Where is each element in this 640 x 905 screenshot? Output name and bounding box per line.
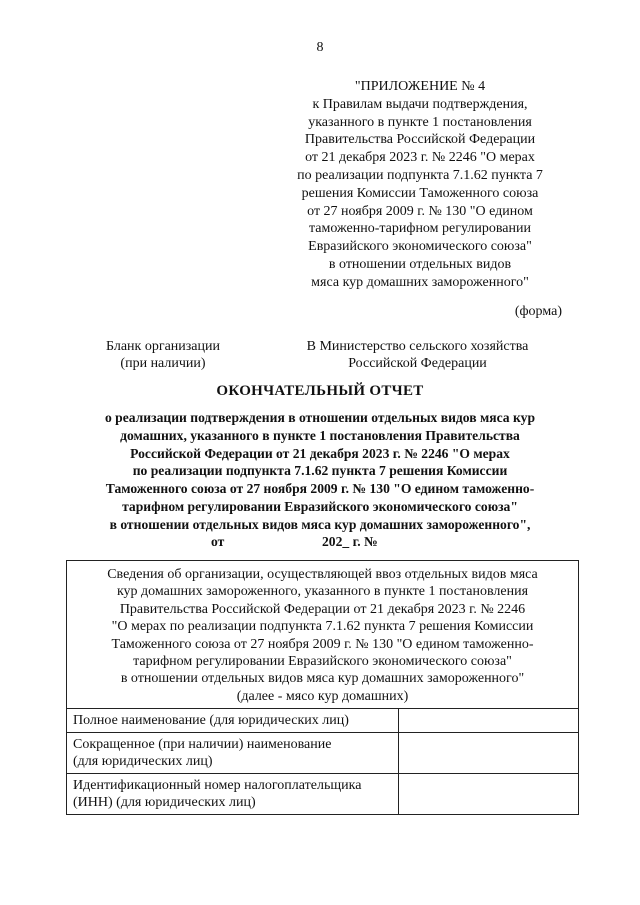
full-name-label: Полное наименование (для юридических лиц)	[67, 709, 399, 733]
appendix-line: от 27 ноября 2009 г. № 130 "О едином	[307, 203, 533, 219]
subtitle-line: по реализации подпункта 7.1.62 пункта 7 решения Комиссии	[132, 463, 508, 479]
header-line: Таможенного союза от 27 ноября 2009 г. № 130 "О едином таможенно-	[111, 636, 534, 652]
page-number: 8	[316, 40, 324, 55]
table-row	[67, 733, 579, 774]
date-from-label: от	[211, 534, 225, 549]
subtitle-line: домашних, указанного в пункте 1 постановления Правительства	[120, 427, 520, 443]
inn-label: Идентификационный номер налогоплательщика (ИНН) (для юридических лиц)	[67, 774, 399, 815]
letterhead-line: Бланк организации	[105, 339, 220, 354]
inn-value-cell[interactable]	[398, 774, 578, 815]
addressee-line: В Министерство сельского хозяйства	[306, 339, 529, 354]
appendix-line: таможенно-тарифном регулировании	[309, 221, 531, 237]
short-name-value-cell[interactable]	[398, 733, 578, 774]
appendix-line: Евразийского экономического союза"	[308, 239, 532, 255]
appendix-line: указанного в пункте 1 постановления	[308, 114, 532, 130]
header-line: в отношении отдельных видов мяса кур домашних замороженного"	[120, 671, 525, 687]
addressee-line: Российской Федерации	[348, 356, 487, 371]
table-row	[67, 774, 579, 815]
full-name-value-cell[interactable]	[398, 709, 578, 733]
header-line: Правительства Российской Федерации от 21 декабря 2023 г. № 2246	[119, 601, 526, 617]
appendix-line: по реализации подпункта 7.1.62 пункта 7	[297, 167, 543, 183]
date-year-number: 202_ г. №	[322, 534, 378, 549]
subtitle-line: Таможенного союза от 27 ноября 2009 г. № 130 "О едином таможенно-	[105, 481, 535, 497]
appendix-line: от 21 декабря 2023 г. № 2246 "О мерах	[305, 150, 535, 166]
letterhead-line: (при наличии)	[120, 356, 206, 371]
appendix-line: Правительства Российской Федерации	[304, 132, 536, 148]
addressee	[285, 338, 550, 372]
form-label: (форма)	[514, 304, 562, 319]
header-line: Сведения об организации, осуществляющей ввоз отдельных видов мяса	[107, 567, 538, 582]
organization-letterhead	[78, 338, 248, 372]
organization-info-table	[66, 560, 579, 815]
header-line: (далее - мясо кур домашних)	[236, 688, 409, 704]
appendix-line: "ПРИЛОЖЕНИЕ № 4	[354, 79, 486, 94]
header-line: "О мерах по реализации подпункта 7.1.62 пункта 7 решения Комиссии	[111, 619, 534, 635]
header-line: тарифном регулировании Евразийского экономического союза"	[133, 654, 512, 670]
subtitle-line: в отношении отдельных видов мяса кур домашних замороженного",	[109, 516, 531, 532]
appendix-line: в отношении отдельных видов	[328, 256, 512, 272]
subtitle-line: тарифном регулировании Евразийского экономического союза"	[122, 498, 518, 514]
subtitle-line: о реализации подтверждения в отношении отдельных видов мяса кур	[104, 410, 536, 425]
table-header-cell	[67, 561, 579, 709]
table-row	[67, 709, 579, 733]
report-title: ОКОНЧАТЕЛЬНЫЙ ОТЧЕТ	[216, 383, 424, 399]
subtitle-line: Российской Федерации от 21 декабря 2023 г. № 2246 "О мерах	[130, 445, 510, 461]
appendix-line: к Правилам выдачи подтверждения,	[312, 96, 528, 112]
report-subtitle	[60, 409, 580, 534]
table-header-row	[67, 561, 579, 709]
appendix-line: решения Комиссии Таможенного союза	[301, 185, 539, 201]
header-line: кур домашних замороженного, указанного в пункте 1 постановления	[116, 584, 529, 600]
appendix-line: мяса кур домашних замороженного"	[311, 274, 529, 290]
short-name-label: Сокращенное (при наличии) наименование (для юридических лиц)	[67, 733, 399, 774]
appendix-header	[250, 78, 590, 292]
